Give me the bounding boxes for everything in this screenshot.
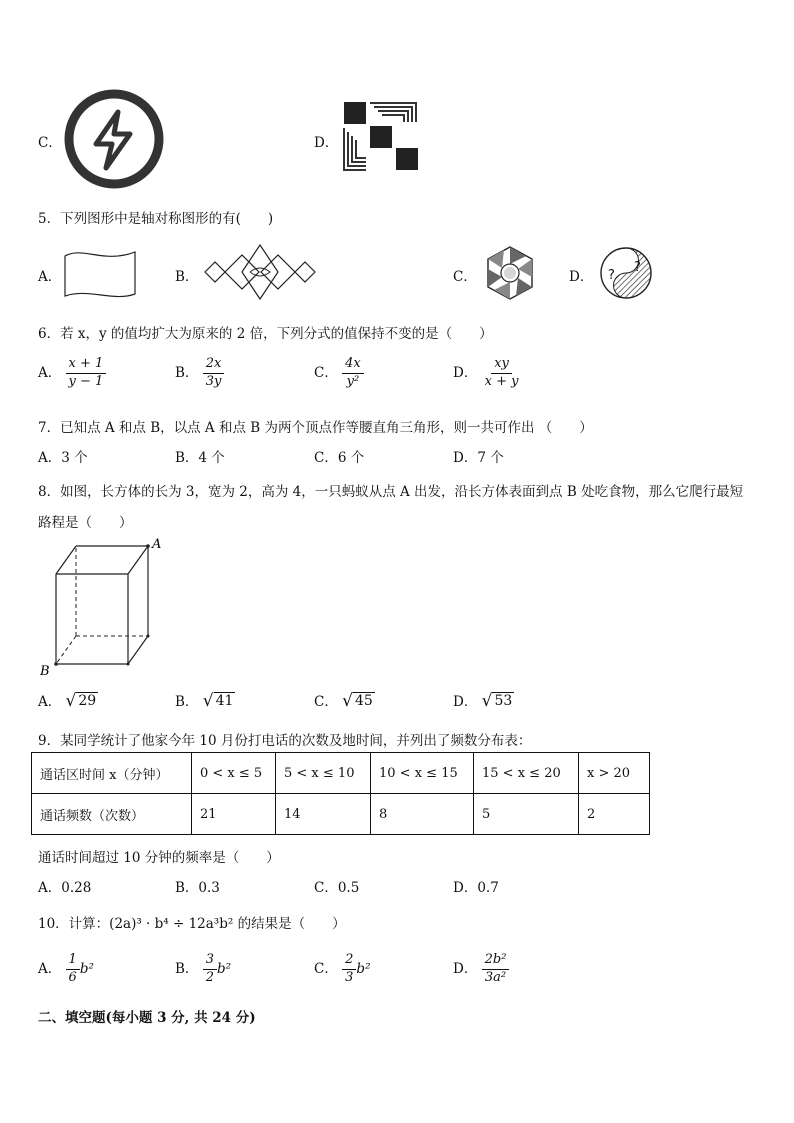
table-header-cell: 5 < x ≤ 10 [276,753,371,794]
squares-pattern-icon [342,100,422,174]
section-2-title: 二、填空题(每小题 3 分, 共 24 分) [38,1010,256,1026]
wavy-flag-shape [63,248,137,300]
q8-option-b-label: B． [175,694,199,710]
q8-option-c [314,690,375,710]
q5-stem: 5．下列图形中是轴对称图形的有( ) [38,211,274,227]
q8-option-a [38,690,98,710]
q10-option-a-fraction: $\frac{1}{6}$ [66,953,80,986]
q9-question: 通话时间超过 10 分钟的频率是（ ） [38,850,280,866]
table-cell: 2 [579,794,650,835]
q4-option-d-label: D． [314,135,339,151]
lightning-circle-icon [62,90,166,188]
frequency-table [31,752,650,835]
q8-option-b-sqrt: √ 41 [202,691,234,711]
q10-option-b-label: B． [175,960,199,977]
q5-option-c-label: C． [453,269,477,285]
table-cell: 21 [192,794,276,835]
q6-option-b-label: B． [175,364,199,381]
q6-option-a [38,357,106,390]
q8-option-c-label: C． [314,694,338,710]
q9-option-a: A．0.28 [38,880,92,896]
table-header-cell: x > 20 [579,753,650,794]
q6-option-d-fraction: $\frac{xy}{x + y}$ [484,356,519,389]
q5-option-b-label: B． [175,269,199,285]
q8-option-c-sqrt: √ 45 [342,691,373,711]
q4-option-c-label: C． [38,135,62,151]
q8-stem-line2: 路程是（ ） [38,515,133,531]
table-header-cell: 0 < x ≤ 5 [192,753,276,794]
q10-option-d [453,953,509,986]
q10-option-d-label: D． [453,960,478,977]
table-cell: 5 [474,794,579,835]
q7-option-d: D．7 个 [453,450,504,466]
q8-option-d [453,690,514,710]
question-mark-left: ? [608,268,615,283]
table-header-cell: 通话区时间 x（分钟） [32,753,192,794]
q10-option-b: B． $\frac{3}{2}$ b² [175,952,232,985]
q6-option-a-label: A． [38,364,62,381]
q9-stem: 9．某同学统计了他家今年 10 月份打电话的次数及地时间，并列出了频数分布表： [38,733,532,749]
q5-option-d-label: D． [569,269,594,285]
q10-option-c: C． $\frac{2}{3}$ b² [314,952,371,985]
point-a-label: A [152,537,162,552]
table-cell: 8 [371,794,474,835]
q6-option-c [314,357,364,390]
q9-option-b: B．0.3 [175,880,220,896]
q6-stem: 6．若 x，y 的值均扩大为原来的 2 倍，下列分式的值保持不变的是（ ） [38,326,493,342]
q10-option-d-fraction: $\frac{\text{2b²}}{\text{3a²}}$ [482,953,510,986]
q10-option-a: A． $\frac{1}{6}$ b² [38,952,94,985]
yin-yang-circle-shape [598,245,654,301]
q8-option-d-sqrt: √ 53 [481,691,513,711]
q8-option-d-label: D． [453,694,478,710]
q9-option-d: D．0.7 [453,880,499,896]
q5-option-a-label: A． [38,269,62,285]
table-row [32,753,650,794]
q6-option-d [453,357,521,390]
q7-option-b: B．4 个 [175,450,225,466]
q10-option-c-fraction: $\frac{2}{3}$ [342,953,356,986]
q7-stem: 7．已知点 A 和点 B，以点 A 和点 B 为两个顶点作等腰直角三角形，则一共可作出 （ ） [38,420,593,436]
q8-stem-line1: 8．如图，长方体的长为 3，宽为 2，高为 4，一只蚂蚁从点 A 出发，沿长方体表面到点 B 处吃食物，那么它爬行最短 [38,484,744,500]
q7-option-a: A．3 个 [38,450,88,466]
table-header-cell: 15 < x ≤ 20 [474,753,579,794]
q8-option-a-label: A． [38,694,62,710]
q8-option-b [175,690,235,710]
q6-option-c-fraction: $\frac{4x}{\text{y²}}$ [342,357,364,390]
q10-option-b-fraction: $\frac{3}{2}$ [203,953,217,986]
diamond-chain-shape [204,244,316,300]
q8-option-a-sqrt: √ 29 [65,691,97,711]
question-mark-right: ? [634,260,641,275]
q9-option-c: C．0.5 [314,880,360,896]
table-header-cell: 10 < x ≤ 15 [371,753,474,794]
q6-option-a-fraction: $\frac{x + 1}{y - 1}$ [66,357,107,390]
table-row [32,794,650,835]
table-cell: 通话频数（次数） [32,794,192,835]
q6-option-d-label: D． [453,364,478,381]
table-cell: 14 [276,794,371,835]
q6-option-c-label: C． [314,364,338,381]
q10-option-c-label: C． [314,960,338,977]
q6-option-b [175,357,224,390]
pinwheel-hexagon-shape [482,245,538,301]
q10-stem: 10．计算：(2a)³ · b⁴ ÷ 12a³b² 的结果是（ ） [38,916,346,932]
q7-option-c: C．6 个 [314,450,365,466]
point-b-label: B [40,664,50,679]
cuboid-figure [36,536,168,678]
q10-option-a-label: A． [38,960,62,977]
q6-option-b-fraction: $\frac{2x}{3y}$ [203,357,225,390]
